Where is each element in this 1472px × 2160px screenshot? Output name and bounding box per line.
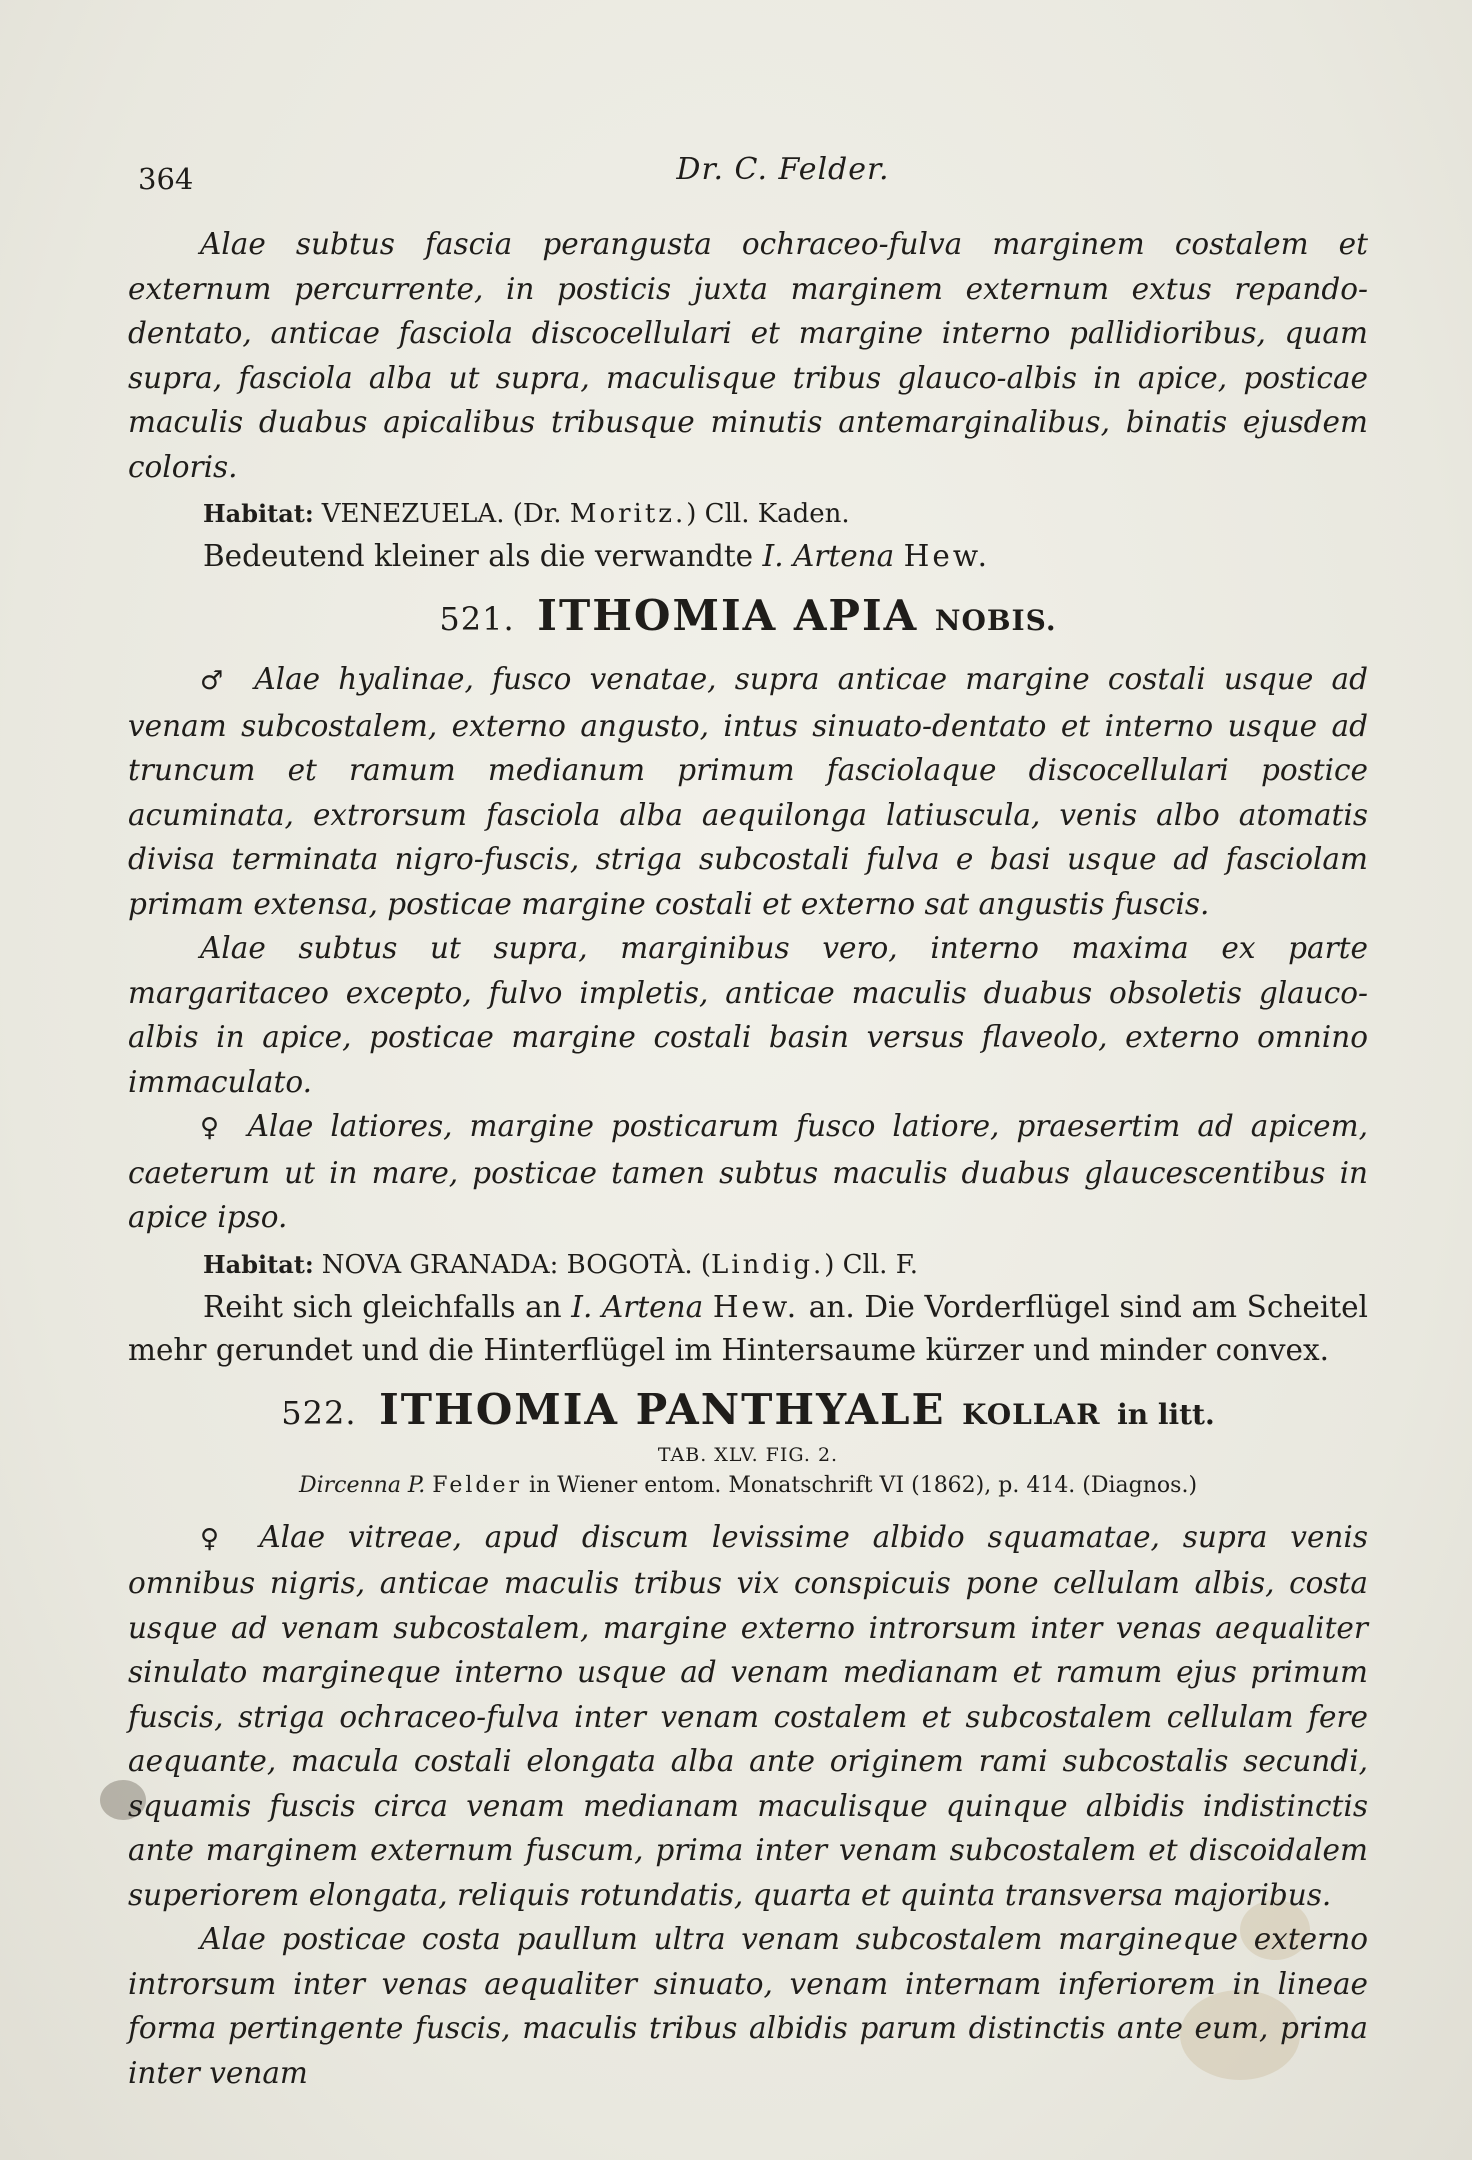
female-symbol-icon: ♀ <box>200 1113 227 1143</box>
habitat-line <box>203 493 1368 535</box>
underside-description: Alae subtus ut supra, marginibus vero, interno maxima ex parte margaritaceo excepto, fulvo impletis, anticae maculis duabus obsoletis glauco-albis in apice, posticae margine costali basin versus flaveolo, externo omnino immaculato. <box>128 931 1368 1099</box>
collector-name: Lindig. <box>711 1249 825 1280</box>
species-heading-522 <box>128 1386 1368 1439</box>
species-reference: I. Artena <box>762 539 895 573</box>
running-head: Dr. C. Felder. <box>676 152 890 187</box>
page-header <box>138 152 1368 202</box>
note-text: Reiht sich gleichfalls an <box>203 1289 562 1324</box>
habitat-label: Habitat: <box>203 499 314 528</box>
species-number: 521. <box>439 600 515 638</box>
german-note <box>128 1286 1368 1372</box>
synonym-citation <box>128 1469 1368 1503</box>
description-text: Alae hyalinae, fusco venatae, supra anticae margine costali usque ad venam subcostalem, externo angusto, intus sinuato-dentato et interno usque ad truncum et ramum medianum primum fasciolaque discocellulari postice acuminata, extrorsum fasciola alba aequilonga latiuscula, venis albo atomatis divisa terminata nigro-fuscis, striga subcostali fulva e basi usque ad fasciolam primam extensa, posticae margine costali et externo sat angustis fuscis. <box>128 662 1368 921</box>
german-note <box>128 535 1368 578</box>
species-reference: I. Artena <box>571 1289 704 1324</box>
plate-reference: TAB. XLV. FIG. 2. <box>657 1443 839 1466</box>
author-abbrev: Hew. <box>903 539 990 573</box>
species-number: 522. <box>281 1393 357 1432</box>
page-body <box>128 222 1368 2095</box>
male-description <box>128 657 1368 926</box>
habitat-label: Habitat: <box>203 1249 314 1279</box>
collector-name: Moritz. <box>569 499 687 529</box>
latin-paragraph: Alae subtus fascia perangusta ochraceo-fulva marginem costalem et externum percurrente, in posticis juxta marginem externum extus repando-dentato, anticae fasciola discocellulari et margine interno pallidioribus, quam supra, fasciola alba ut supra, maculisque tribus glauco-albis in apice, posticae maculis duabus apicalibus tribusque minutis antemarginalibus, binatis ejusdem coloris. <box>128 227 1368 484</box>
habitat-text: ) Cll. F. <box>824 1249 918 1280</box>
habitat-line <box>203 1244 1368 1286</box>
synonym-genus: Dircenna P. <box>298 1472 426 1498</box>
habitat-text: NOVA GRANADA: BOGOTÀ. ( <box>321 1249 712 1280</box>
female-symbol-icon: ♀ <box>200 1523 233 1554</box>
note-text: an. Die Vorderflügel sind am Scheitel mehr gerundet und die Hinterflügel im Hintersaume kürzer und minder convex. <box>128 1289 1368 1367</box>
species-title: ITHOMIA PANTHYALE <box>379 1384 946 1434</box>
habitat-text: ) Cll. Kaden. <box>686 499 850 529</box>
female-description <box>128 1104 1368 1240</box>
note-text: Bedeutend kleiner als die verwandte <box>203 539 754 573</box>
page-number: 364 <box>138 162 194 196</box>
hindwing-description: Alae posticae costa paullum ultra venam subcostalem margineque externo introrsum inter venas aequaliter sinuato, venam internam inferiorem in lineae forma pertingente fuscis, maculis tribus albidis parum distinctis ante eum, prima inter venam <box>128 1922 1368 2090</box>
habitat-text: VENEZUELA. (Dr. <box>321 499 562 529</box>
author-suffix: in litt. <box>1117 1397 1215 1431</box>
female-description <box>128 1515 1368 1918</box>
description-text: Alae latiores, margine posticarum fusco latiore, praesertim ad apicem, caeterum ut in mare, posticae tamen subtus maculis duabus glaucescentibus in apice ipso. <box>128 1109 1368 1234</box>
author-abbrev: Hew. <box>712 1289 800 1324</box>
synonym-source: in Wiener entom. Monatschrift VI (1862), p. 414. (Diagnos.) <box>529 1472 1198 1498</box>
synonym-author: Felder <box>432 1472 523 1498</box>
male-symbol-icon: ♂ <box>200 666 233 696</box>
species-heading-521 <box>128 592 1368 645</box>
species-author: NOBIS. <box>934 604 1057 637</box>
species-author: KOLLAR <box>962 1397 1101 1431</box>
species-title: ITHOMIA APIA <box>537 591 919 640</box>
description-text: Alae vitreae, apud discum levissime albido squamatae, supra venis omnibus nigris, anticae maculis tribus vix conspicuis pone cellulam albis, costa usque ad venam subcostalem, margine externo introrsum inter venas aequaliter sinulato margineque interno usque ad venam medianam et ramum ejus primum fuscis, striga ochraceo-fulva inter venam costalem et subcostalem cellulam fere aequante, macula costali elongata alba ante originem rami subcostalis secundi, squamis fuscis circa venam medianam maculisque quinque albidis indistinctis ante marginem externum fuscum, prima inter venam subcostalem et discoidalem superiorem elongata, reliquis rotundatis, quarta et quinta transversa majoribus. <box>128 1519 1368 1912</box>
